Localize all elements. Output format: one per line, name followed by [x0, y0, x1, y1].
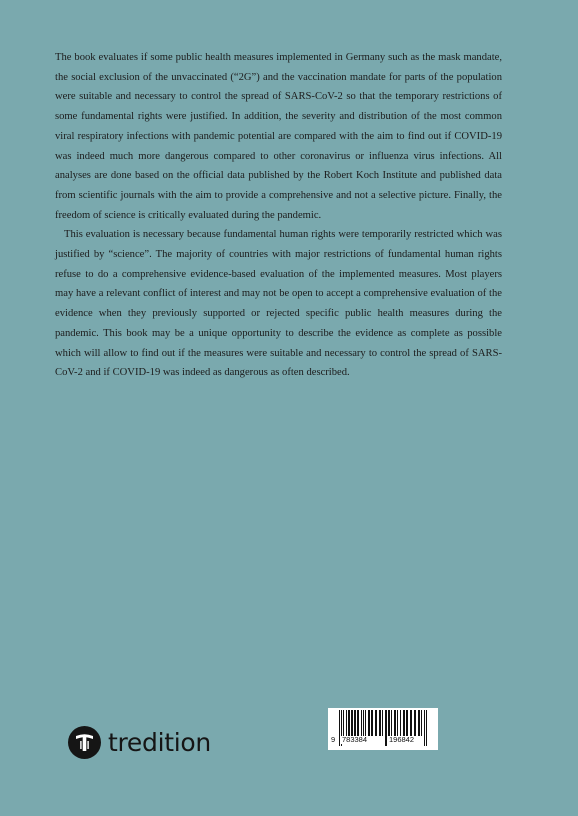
tredition-logo-icon: [68, 726, 101, 759]
barcode-right-digits: 196842: [389, 735, 415, 744]
barcode-left-digits: 783384: [342, 735, 368, 744]
isbn-barcode: [328, 708, 438, 750]
publisher-logo: [68, 724, 211, 760]
barcode-first-digit: 9: [331, 735, 336, 744]
blurb-paragraph-1: The book evaluates if some public health measures implemented in Germany such as the mask mandate, the social exclusion of the unvaccinated (“2G”) and the vaccination mandate for parts of the population were suitable and necessary to control the spread of SARS-CoV-2 so that the temporary restrictions of some fundamental rights were justified. In addition, the severity and distribution of the most common viral respiratory infections with pandemic potential are compared with the aim to find out if COVID-19 was indeed much more dangerous compared to other coronavirus or influenza virus infections. All analyses are done based on the official data published by the Robert Koch Institute and published data from scientific journals with the aim to provide a comprehensive and not a selective picture. Finally, the freedom of science is critically evaluated during the pandemic.: [55, 52, 502, 221]
back-cover-blurb: [55, 48, 502, 383]
blurb-paragraph-2: This evaluation is necessary because fundamental human rights were temporarily restricted which was justified by “science”. The majority of countries with major restrictions of fundamental human rights refuse to do a comprehensive evidence-based evaluation of the implemented measures. Most players may have a relevant conflict of interest and may not be open to accept a comprehensive evaluation of the evidence when they previously supported or rejected specific public health measures during the pandemic. This book may be a unique opportunity to describe the evidence as complete as possible which will allow to find out if the measures were suitable and necessary to control the spread of SARS-CoV-2 and if COVID-19 was indeed as dangerous as often described.: [55, 229, 502, 379]
publisher-name: tredition: [108, 727, 211, 757]
